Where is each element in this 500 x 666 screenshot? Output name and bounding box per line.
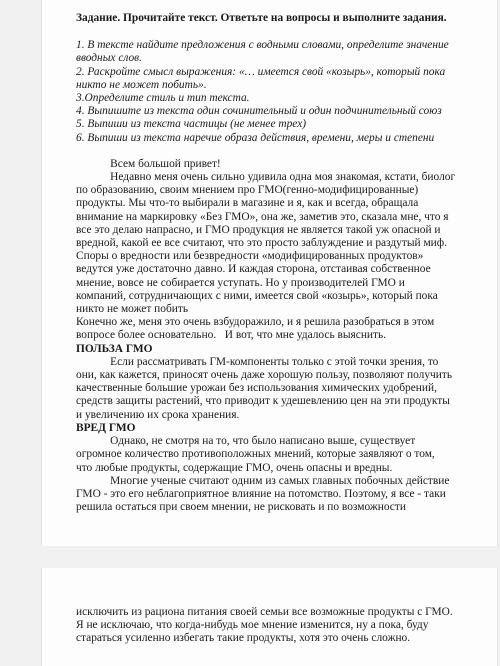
text-line: мнение, вовсе не собирается уступать. Но у производителей ГМО и	[76, 276, 405, 289]
text-line: Конечно же, меня это очень взбудоражило, и я решила разобраться в этом	[76, 316, 435, 329]
text-line: средств защиты растений, что приводит к удешевлению цен на эти продукты	[76, 395, 450, 408]
document-page-1	[41, 0, 498, 546]
text-line: никто не может побить	[76, 303, 189, 316]
text-line: они, как кажется, приносят очень даже хорошую пользу, позволяют получить	[76, 369, 453, 382]
text-line: Однако, не смотря на то, что было написано выше, существует	[76, 435, 416, 448]
task-line: 4. Выпишите из текста один сочинительный и один подчинительный союз	[76, 105, 442, 118]
text-line: что любые продукты, содержащие ГМО, очень опасны и вредны.	[76, 461, 393, 474]
task-line: 3.Определите стиль и тип текста.	[76, 92, 250, 105]
text-line: стараться усиленно избегать такие продукты, хотя это очень сложно.	[76, 632, 411, 645]
document-page-2	[41, 568, 498, 666]
task-line: 1. В тексте найдите предложения с водными словами, определите значение	[76, 39, 449, 52]
task-line: 5. Выпиши из текста частицы (не менее трех)	[76, 118, 307, 131]
text-line: внимание на маркировку «Без ГМО», она же, заметив это, сказала мне, что я	[76, 210, 449, 223]
task-list	[76, 39, 490, 145]
page-2-content	[76, 606, 490, 646]
task-line: вводных слов.	[76, 52, 142, 65]
text-line: вредной, какой ее все считают, что это просто заблуждение и раздутый миф.	[76, 237, 447, 250]
text-line: ведутся уже достаточно давно. И каждая сторона, отстаивая собственное	[76, 263, 431, 276]
text-line: Многие ученые считают одним из самых главных побочных действие	[76, 474, 450, 487]
assignment-title: Задание. Прочитайте текст. Ответьте на вопросы и выполните задания.	[76, 12, 447, 24]
text-line: Недавно меня очень сильно удивила одна моя знакомая, кстати, биолог	[76, 171, 456, 184]
text-line: Споры о вредности или безвредности «модифицированных продуктов»	[76, 250, 424, 263]
section-pro	[76, 343, 490, 422]
text-line: все это делаю напрасно, и ГМО продукция не является такой уж опасной и	[76, 223, 441, 236]
text-line: Я не исключаю, что когда-нибудь мое мнение изменится, ну а пока, буду	[76, 619, 429, 632]
text-line: качественные большие урожаи без использования химических удобрений,	[76, 382, 437, 395]
text-line: ГМО - это его неблагоприятное влияние на потомство. Поэтому, я все - таки	[76, 487, 446, 500]
text-line: Если рассматривать ГМ-компоненты только с этой точки зрения, то	[76, 355, 439, 368]
text-line: компаний, сотрудничающих с ними, имеется свой «козырь», который пока	[76, 289, 438, 302]
text-line: огромное количество противоположных мнений, которые заявляют о том,	[76, 448, 435, 461]
section-heading: ПОЛЬЗА ГМО	[76, 342, 153, 355]
text-line: Всем большой привет!	[76, 157, 221, 170]
task-line: никто не может побить».	[76, 78, 207, 91]
task-line: 2. Раскройте смысл выражения: «… имеется свой «козырь», который пока	[76, 65, 446, 78]
text-line: вопросе более основательно. И вот, что мне удалось выяснить.	[76, 329, 387, 342]
text-line: продукты. Мы что-то выбирали в магазине и я, как и всегда, обращала	[76, 197, 419, 210]
text-line: решила остаться при своем мнении, не рисковать и по возможности	[76, 501, 406, 514]
text-line: по образованию, своим мнением про ГМО(генно-модифицированные)	[76, 184, 419, 197]
intro-text	[76, 158, 490, 343]
task-line: 6. Выпиши из текста наречие образа действия, времени, меры и степени	[76, 131, 435, 144]
section-heading: ВРЕД ГМО	[76, 421, 136, 434]
text-line: и увеличению их срока хранения.	[76, 408, 240, 421]
page-1-content	[76, 12, 490, 514]
section-con	[76, 422, 490, 514]
text-line: исключить из рациона питания своей семьи все возможные продукты с ГМО.	[76, 606, 453, 618]
